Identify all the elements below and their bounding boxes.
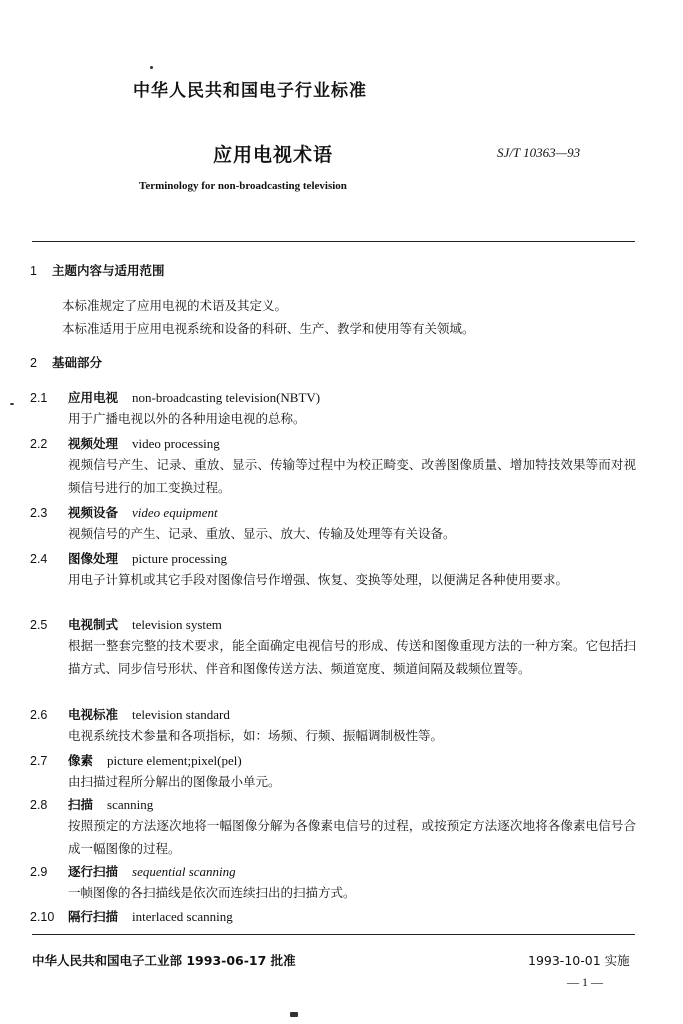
- term-zh: 视频设备: [68, 505, 119, 520]
- term-number: 2.2: [30, 437, 48, 451]
- section-title: 基础部分: [52, 355, 103, 370]
- term-entry: [30, 549, 227, 567]
- term-definition: 用电子计算机或其它手段对图像信号作增强、恢复、变换等处理，以便满足各种使用要求。: [68, 572, 569, 587]
- term-number: 2.8: [30, 798, 48, 812]
- term-en: sequential scanning: [132, 864, 236, 879]
- term-en: picture processing: [132, 551, 227, 566]
- term-entry: [30, 615, 222, 633]
- term-entry: [30, 795, 153, 813]
- top-rule: [32, 241, 635, 242]
- term-en: television system: [132, 617, 222, 632]
- term-definition: 按照预定的方法逐次地将一幅图像分解为各像素电信号的过程，或按预定方法逐次地将各像素电信号合成一幅图像的过程。: [68, 818, 636, 856]
- term-number: 2.5: [30, 618, 48, 632]
- term-number: 2.3: [30, 506, 48, 520]
- term-definition: 视频信号产生、记录、重放、显示、传输等过程中为校正畸变、改善图像质量、增加特技效果等而对视频信号进行的加工变换过程。: [68, 457, 636, 495]
- term-definition: 视频信号的产生、记录、重放、显示、放大、传输及处理等有关设备。: [68, 526, 456, 541]
- document-subtitle: Terminology for non-broadcasting television: [139, 180, 347, 192]
- term-en: interlaced scanning: [132, 909, 233, 924]
- term-number: 2.1: [30, 391, 48, 405]
- scan-speck: [290, 1012, 298, 1017]
- term-en: video equipment: [132, 505, 218, 520]
- term-entry: [30, 751, 242, 769]
- term-entry: [30, 862, 236, 880]
- term-definition: 用于广播电视以外的各种用途电视的总称。: [68, 411, 306, 426]
- standard-code: SJ/T 10363—93: [497, 145, 581, 160]
- term-zh: 应用电视: [68, 390, 119, 405]
- section-number: 1: [30, 264, 37, 278]
- term-zh: 逐行扫描: [68, 864, 119, 879]
- term-entry: [30, 705, 230, 723]
- term-zh: 视频处理: [68, 436, 119, 451]
- term-number: 2.10: [30, 910, 55, 924]
- term-zh: 电视制式: [68, 617, 119, 632]
- term-definition: 根据一整套完整的技术要求，能全面确定电视信号的形成、传送和图像重现方法的一种方案。它包括扫描方式、同步信号形状、伴音和图像传送方法、频道宽度、频道间隔及载频位置等。: [68, 638, 636, 676]
- scan-speck: [150, 66, 153, 69]
- issuing-authority: 中华人民共和国电子行业标准: [133, 81, 367, 101]
- section-number: 2: [30, 356, 37, 370]
- term-number: 2.4: [30, 552, 48, 566]
- term-definition: 电视系统技术参量和各项指标，如：场频、行频、振幅调制极性等。: [68, 728, 444, 743]
- term-entry: [30, 434, 220, 452]
- term-number: 2.7: [30, 754, 48, 768]
- term-number: 2.9: [30, 865, 48, 879]
- scan-speck: [10, 403, 14, 405]
- term-en: video processing: [132, 436, 220, 451]
- term-en: non-broadcasting television(NBTV): [132, 390, 321, 405]
- section-title: 主题内容与适用范围: [52, 263, 165, 278]
- term-zh: 图像处理: [68, 551, 119, 566]
- term-zh: 隔行扫描: [68, 909, 119, 924]
- section-1-heading: [30, 261, 165, 279]
- term-en: scanning: [107, 797, 154, 812]
- term-entry: [30, 388, 320, 406]
- page-number: — 1 —: [567, 975, 603, 989]
- term-entry: [30, 503, 218, 521]
- term-entry: [30, 907, 233, 925]
- term-zh: 扫描: [68, 797, 94, 812]
- term-en: picture element;pixel(pel): [107, 753, 242, 768]
- term-zh: 电视标准: [68, 707, 119, 722]
- term-definition: 一帧图像的各扫描线是依次而连续扫出的扫描方式。: [68, 885, 356, 900]
- term-definition: 由扫描过程所分解出的图像最小单元。: [68, 774, 281, 789]
- paragraph: 本标准适用于应用电视系统和设备的科研、生产、教学和使用等有关领域。: [62, 321, 475, 336]
- term-zh: 像素: [68, 753, 94, 768]
- approval-line: 中华人民共和国电子工业部 1993-06-17 批准: [32, 953, 296, 968]
- section-2-heading: [30, 353, 102, 371]
- paragraph: 本标准规定了应用电视的术语及其定义。: [62, 298, 288, 313]
- term-en: television standard: [132, 707, 230, 722]
- implementation-date: 1993-10-01 实施: [528, 953, 630, 968]
- bottom-rule: [32, 934, 635, 935]
- term-number: 2.6: [30, 708, 48, 722]
- document-title: 应用电视术语: [213, 144, 334, 166]
